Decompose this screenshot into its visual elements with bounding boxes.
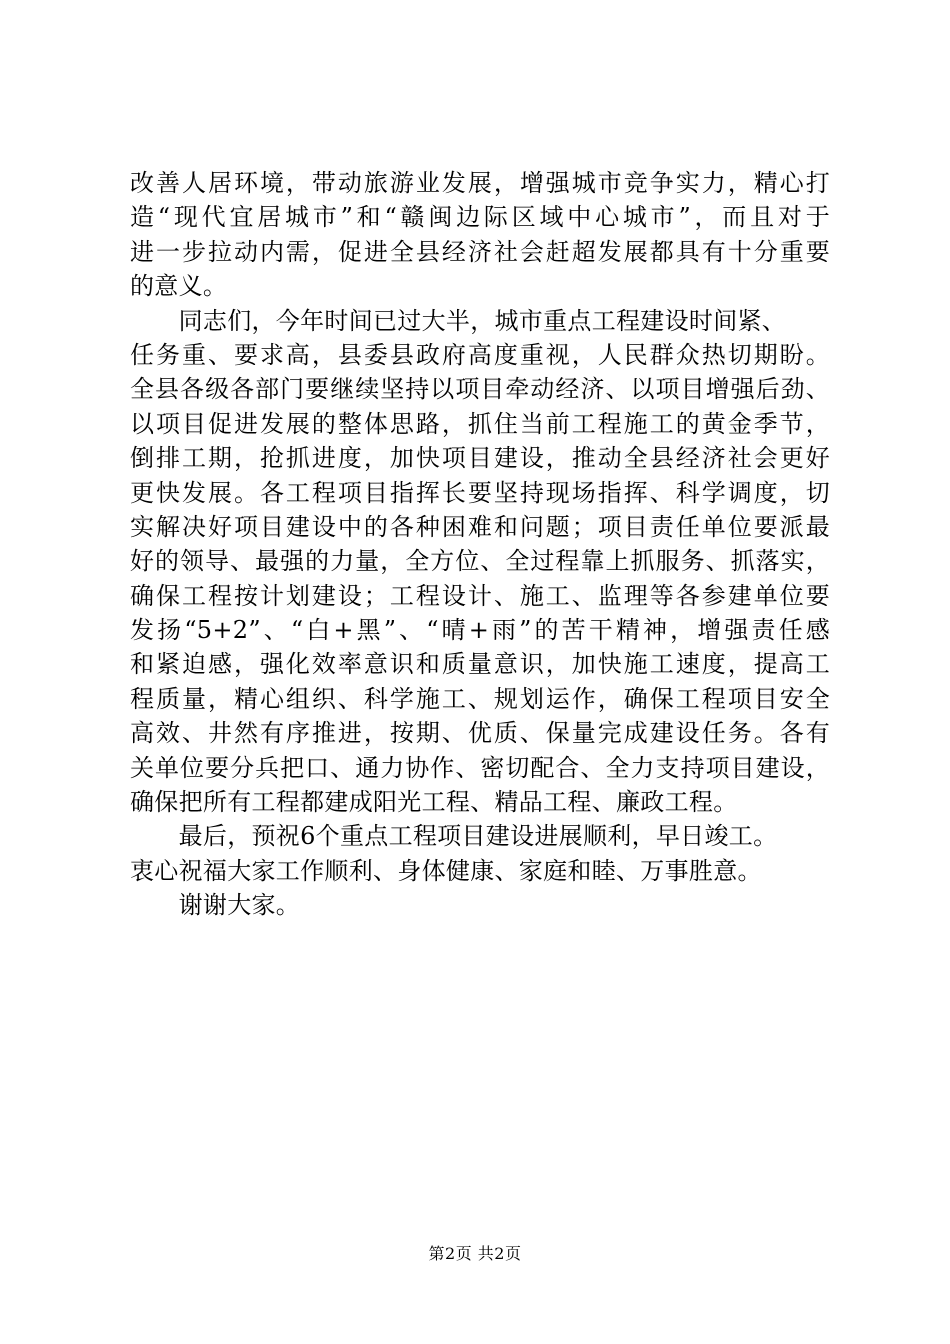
text-line: 最后，预祝6个重点工程项目建设进展顺利，早日竣工。 (130, 822, 778, 851)
text-line: 好的领导、最强的力量，全方位、全过程靠上抓服务、抓落实， (130, 547, 830, 576)
text-line: 关单位要分兵把口、通力协作、密切配合、全力支持项目建设， (130, 753, 830, 782)
text-line: 进一步拉动内需，促进全县经济社会赶超发展都具有十分重要 (130, 237, 830, 266)
document-body (130, 166, 830, 923)
text-line: 衷心祝福大家工作顺利、身体健康、家庭和睦、万事胜意。 (130, 856, 762, 885)
text-line: 和紧迫感，强化效率意识和质量意识，加快施工速度，提高工 (130, 650, 830, 679)
text-line: 确保把所有工程都建成阳光工程、精品工程、廉政工程。 (130, 788, 738, 817)
text-line: 程质量，精心组织、科学施工、规划运作，确保工程项目安全 (130, 684, 830, 713)
text-line: 更快发展。各工程项目指挥长要坚持现场指挥、科学调度，切 (130, 478, 830, 507)
text-line: 确保工程按计划建设；工程设计、施工、监理等各参建单位要 (130, 581, 830, 610)
text-line: 以项目促进发展的整体思路，抓住当前工程施工的黄金季节， (130, 409, 830, 438)
text-line: 倒排工期，抢抓进度，加快项目建设，推动全县经济社会更好 (130, 444, 830, 473)
text-line: 的意义。 (130, 272, 228, 301)
text-line: 造“现代宜居城市”和“赣闽边际区域中心城市”，而且对于 (130, 203, 830, 232)
page-footer: 第2页 共2页 (428, 1244, 522, 1263)
text-line: 任务重、要求高，县委县政府高度重视，人民群众热切期盼。 (130, 340, 830, 369)
text-line: 发扬“5+2”、“白+黑”、“晴+雨”的苦干精神，增强责任感 (130, 616, 830, 645)
text-line: 全县各级各部门要继续坚持以项目牵动经济、以项目增强后劲、 (130, 375, 830, 404)
text-line: 高效、井然有序推进，按期、优质、保量完成建设任务。各有 (130, 719, 830, 748)
text-line: 实解决好项目建设中的各种困难和问题；项目责任单位要派最 (130, 512, 830, 541)
text-line: 改善人居环境，带动旅游业发展，增强城市竞争实力，精心打 (130, 169, 830, 197)
text-line: 同志们，今年时间已过大半，城市重点工程建设时间紧、 (130, 306, 787, 335)
text-line: 谢谢大家。 (130, 891, 301, 920)
